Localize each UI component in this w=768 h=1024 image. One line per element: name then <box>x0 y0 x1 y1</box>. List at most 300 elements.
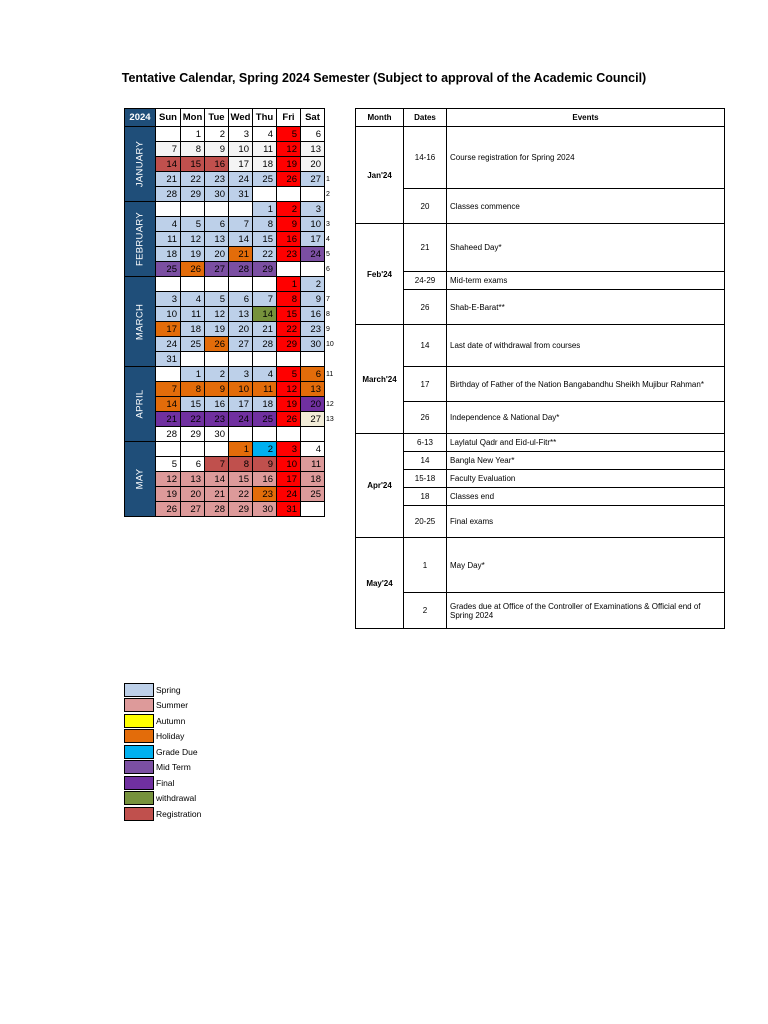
event-description: Birthday of Father of the Nation Bangabandhu Sheikh Mujibur Rahman* <box>447 367 725 402</box>
calendar-day: 15 <box>229 472 253 487</box>
calendar-week-row <box>125 187 337 202</box>
calendar-day: 2 <box>205 367 229 382</box>
calendar-day: 2 <box>253 442 277 457</box>
legend-item <box>124 698 201 714</box>
calendar-day: 10 <box>277 457 301 472</box>
event-description: Classes commence <box>447 189 725 224</box>
calendar-day <box>253 352 277 367</box>
calendar-day: 9 <box>253 457 277 472</box>
calendar-week-row <box>125 457 337 472</box>
calendar-day: 26 <box>181 262 205 277</box>
month-label <box>125 442 156 517</box>
week-number: 11 <box>326 370 334 378</box>
calendar-day <box>229 277 253 292</box>
legend-swatch <box>124 745 154 759</box>
event-dates: 1 <box>404 538 447 593</box>
calendar-day: 25 <box>301 487 325 502</box>
calendar-day: 2 <box>205 127 229 142</box>
calendar-day <box>181 277 205 292</box>
event-row <box>356 127 725 189</box>
calendar-day: 1 <box>181 367 205 382</box>
calendar-day: 28 <box>205 502 229 517</box>
calendar-day: 14 <box>156 397 181 412</box>
event-month: Feb'24 <box>356 224 404 325</box>
calendar-day: 26 <box>205 337 229 352</box>
calendar-day <box>205 277 229 292</box>
calendar-day: 21 <box>229 247 253 262</box>
week-number <box>325 352 337 367</box>
calendar-day: 17 <box>301 232 325 247</box>
calendar-day: 16 <box>205 157 229 172</box>
calendar-day: 31 <box>229 187 253 202</box>
calendar-day: 29 <box>277 337 301 352</box>
legend-swatch <box>124 807 154 821</box>
calendar-week-row <box>125 307 337 322</box>
calendar-day: 27 <box>181 502 205 517</box>
calendar-day: 12 <box>205 307 229 322</box>
calendar-day <box>301 502 325 517</box>
calendar-day: 28 <box>229 262 253 277</box>
calendar-day: 6 <box>181 457 205 472</box>
calendar-day: 22 <box>253 247 277 262</box>
week-number: 6 <box>326 265 330 273</box>
calendar-day <box>229 352 253 367</box>
calendar-day: 4 <box>253 127 277 142</box>
weekday-header: Fri <box>277 109 301 127</box>
calendar-day: 14 <box>205 472 229 487</box>
weekday-header: Sun <box>156 109 181 127</box>
calendar-day: 22 <box>277 322 301 337</box>
calendar-day <box>277 427 301 442</box>
legend-item <box>124 806 201 822</box>
legend-swatch <box>124 760 154 774</box>
calendar-grid <box>124 108 337 517</box>
year-header: 2024 <box>125 109 156 127</box>
legend <box>124 682 201 822</box>
calendar-day: 23 <box>301 322 325 337</box>
calendar-day: 3 <box>277 442 301 457</box>
calendar-day: 13 <box>301 142 325 157</box>
calendar-day: 15 <box>277 307 301 322</box>
calendar-day: 4 <box>181 292 205 307</box>
event-description: Independence & National Day* <box>447 402 725 434</box>
calendar-day: 23 <box>205 412 229 427</box>
calendar-week-row <box>125 502 337 517</box>
calendar-week-row <box>125 337 337 352</box>
week-number: 1 <box>326 175 330 183</box>
calendar-day: 2 <box>277 202 301 217</box>
month-name: MARCH <box>134 303 146 340</box>
calendar-day: 25 <box>253 412 277 427</box>
calendar-day: 30 <box>205 427 229 442</box>
calendar-day: 8 <box>181 142 205 157</box>
legend-swatch <box>124 714 154 728</box>
calendar-day: 4 <box>156 217 181 232</box>
calendar-day: 24 <box>229 412 253 427</box>
calendar-day: 28 <box>156 427 181 442</box>
week-number <box>325 472 337 487</box>
legend-label: Grade Due <box>156 746 198 757</box>
calendar-week-row <box>125 247 337 262</box>
calendar-day: 16 <box>301 307 325 322</box>
month-name: APRIL <box>134 389 146 419</box>
calendar-week-row <box>125 217 337 232</box>
event-row <box>356 593 725 629</box>
month-name: JANUARY <box>134 140 146 188</box>
page-title: Tentative Calendar, Spring 2024 Semester (Subject to approval of the Academic Council) <box>121 71 647 85</box>
calendar-day <box>205 352 229 367</box>
calendar-day: 8 <box>181 382 205 397</box>
calendar-day: 20 <box>301 157 325 172</box>
calendar-day: 25 <box>156 262 181 277</box>
calendar-day: 2 <box>301 277 325 292</box>
calendar-day <box>229 202 253 217</box>
month-label <box>125 277 156 367</box>
calendar-day: 13 <box>229 307 253 322</box>
week-number: 2 <box>326 190 330 198</box>
calendar-day: 9 <box>205 142 229 157</box>
week-number: 9 <box>326 325 330 333</box>
calendar-day: 29 <box>253 262 277 277</box>
calendar-day: 24 <box>156 337 181 352</box>
event-dates: 26 <box>404 402 447 434</box>
calendar-day: 21 <box>205 487 229 502</box>
event-row <box>356 290 725 325</box>
event-description: Grades due at Office of the Controller of Examinations & Official end of Spring 2024 <box>447 593 725 629</box>
event-description: Shab-E-Barat** <box>447 290 725 325</box>
calendar-day: 23 <box>253 487 277 502</box>
calendar-day: 19 <box>277 157 301 172</box>
event-dates: 24-29 <box>404 272 447 290</box>
calendar-day: 10 <box>229 382 253 397</box>
calendar-day: 3 <box>229 367 253 382</box>
calendar-day: 24 <box>301 247 325 262</box>
calendar-day: 21 <box>253 322 277 337</box>
calendar-day: 5 <box>181 217 205 232</box>
event-row <box>356 506 725 538</box>
calendar-day: 20 <box>205 247 229 262</box>
event-row <box>356 470 725 488</box>
calendar-day: 11 <box>253 142 277 157</box>
legend-item <box>124 791 201 807</box>
week-number: 5 <box>326 250 330 258</box>
calendar-day: 30 <box>301 337 325 352</box>
month-name: MAY <box>134 468 146 490</box>
event-dates: 18 <box>404 488 447 506</box>
event-description: Faculty Evaluation <box>447 470 725 488</box>
calendar-week-row <box>125 127 337 142</box>
legend-swatch <box>124 698 154 712</box>
calendar-day: 12 <box>277 142 301 157</box>
legend-item <box>124 775 201 791</box>
week-number <box>325 427 337 442</box>
calendar-week-row <box>125 157 337 172</box>
events-table <box>355 108 725 629</box>
calendar-day: 23 <box>277 247 301 262</box>
calendar-day <box>253 187 277 202</box>
calendar-day <box>229 427 253 442</box>
calendar-day: 5 <box>156 457 181 472</box>
calendar-day: 15 <box>181 157 205 172</box>
calendar-day: 19 <box>156 487 181 502</box>
calendar-day <box>156 367 181 382</box>
week-number <box>325 487 337 502</box>
calendar-week-row <box>125 232 337 247</box>
month-label <box>125 127 156 202</box>
calendar-day: 27 <box>301 412 325 427</box>
calendar-day: 21 <box>156 172 181 187</box>
calendar-day: 21 <box>156 412 181 427</box>
calendar-week-row <box>125 262 337 277</box>
calendar-day: 19 <box>205 322 229 337</box>
events-header-month: Month <box>356 109 404 127</box>
calendar-day: 7 <box>205 457 229 472</box>
calendar-day: 29 <box>229 502 253 517</box>
event-row <box>356 367 725 402</box>
event-row <box>356 402 725 434</box>
event-dates: 21 <box>404 224 447 272</box>
calendar-day: 17 <box>277 472 301 487</box>
calendar-day <box>253 427 277 442</box>
calendar-week-row <box>125 202 337 217</box>
calendar-day: 19 <box>277 397 301 412</box>
calendar-day: 13 <box>205 232 229 247</box>
weekday-header: Mon <box>181 109 205 127</box>
calendar-day: 12 <box>156 472 181 487</box>
calendar-day: 6 <box>229 292 253 307</box>
event-dates: 14 <box>404 325 447 367</box>
calendar-day <box>253 277 277 292</box>
calendar-day: 14 <box>229 232 253 247</box>
calendar-week-row <box>125 292 337 307</box>
calendar-day: 13 <box>181 472 205 487</box>
event-dates: 14-16 <box>404 127 447 189</box>
calendar-day: 30 <box>253 502 277 517</box>
calendar-day: 20 <box>181 487 205 502</box>
calendar-day <box>277 187 301 202</box>
event-description: Last date of withdrawal from courses <box>447 325 725 367</box>
calendar-week-row <box>125 172 337 187</box>
calendar-day: 5 <box>277 127 301 142</box>
calendar-day: 22 <box>229 487 253 502</box>
event-month: Apr'24 <box>356 434 404 538</box>
calendar-day: 3 <box>301 202 325 217</box>
calendar-day: 14 <box>253 307 277 322</box>
legend-label: Holiday <box>156 731 185 742</box>
event-description: May Day* <box>447 538 725 593</box>
calendar-day: 7 <box>229 217 253 232</box>
calendar-day: 15 <box>253 232 277 247</box>
week-number <box>325 382 337 397</box>
week-number <box>325 442 337 457</box>
calendar-day: 31 <box>156 352 181 367</box>
event-month: May'24 <box>356 538 404 629</box>
calendar-day: 28 <box>253 337 277 352</box>
week-number <box>325 127 337 142</box>
calendar-day: 11 <box>253 382 277 397</box>
event-month: March'24 <box>356 325 404 434</box>
legend-swatch <box>124 776 154 790</box>
calendar-day <box>156 442 181 457</box>
calendar-day: 6 <box>301 367 325 382</box>
calendar-day: 22 <box>181 412 205 427</box>
event-dates: 6-13 <box>404 434 447 452</box>
event-row <box>356 538 725 593</box>
calendar-day <box>156 277 181 292</box>
legend-label: Autumn <box>156 715 186 726</box>
calendar-day: 18 <box>253 397 277 412</box>
calendar-week-row <box>125 367 337 382</box>
event-description: Bangla New Year* <box>447 452 725 470</box>
weekday-header: Sat <box>301 109 325 127</box>
event-dates: 15-18 <box>404 470 447 488</box>
calendar-day <box>277 262 301 277</box>
calendar-day: 3 <box>229 127 253 142</box>
calendar-day: 27 <box>301 172 325 187</box>
week-number: 13 <box>326 415 334 423</box>
calendar-day: 29 <box>181 427 205 442</box>
week-number <box>325 142 337 157</box>
calendar-day: 7 <box>156 382 181 397</box>
calendar-day: 30 <box>205 187 229 202</box>
legend-label: Mid Term <box>156 762 191 773</box>
events-header-events: Events <box>447 109 725 127</box>
calendar-day <box>301 187 325 202</box>
event-row <box>356 434 725 452</box>
calendar-day: 16 <box>277 232 301 247</box>
legend-swatch <box>124 683 154 697</box>
weekday-header: Tue <box>205 109 229 127</box>
week-number: 8 <box>326 310 330 318</box>
calendar-day: 24 <box>229 172 253 187</box>
event-row <box>356 224 725 272</box>
event-description: Mid-term exams <box>447 272 725 290</box>
calendar-day: 11 <box>301 457 325 472</box>
legend-item <box>124 760 201 776</box>
week-number <box>325 202 337 217</box>
week-number <box>325 502 337 517</box>
calendar-week-row <box>125 442 337 457</box>
calendar-day: 5 <box>277 367 301 382</box>
calendar-day: 8 <box>277 292 301 307</box>
calendar-week-row <box>125 397 337 412</box>
calendar-day: 18 <box>181 322 205 337</box>
weekday-header: Wed <box>229 109 253 127</box>
calendar-day: 8 <box>229 457 253 472</box>
legend-label: Summer <box>156 700 189 711</box>
calendar-day <box>277 352 301 367</box>
calendar-day: 11 <box>181 307 205 322</box>
calendar-day: 1 <box>181 127 205 142</box>
legend-item <box>124 744 201 760</box>
week-number <box>325 457 337 472</box>
calendar-week-row <box>125 277 337 292</box>
calendar-day: 10 <box>229 142 253 157</box>
calendar-day: 18 <box>301 472 325 487</box>
event-row <box>356 272 725 290</box>
calendar-day: 6 <box>205 217 229 232</box>
calendar-day: 17 <box>229 157 253 172</box>
week-number: 12 <box>326 400 334 408</box>
calendar-day: 4 <box>301 442 325 457</box>
calendar-day: 3 <box>156 292 181 307</box>
calendar-day: 10 <box>301 217 325 232</box>
calendar-day: 20 <box>229 322 253 337</box>
calendar-week-row <box>125 472 337 487</box>
week-number: 10 <box>326 340 334 348</box>
calendar-week-row <box>125 412 337 427</box>
calendar-day: 16 <box>205 397 229 412</box>
calendar-day: 9 <box>205 382 229 397</box>
weekday-header: Thu <box>253 109 277 127</box>
event-description: Shaheed Day* <box>447 224 725 272</box>
calendar-week-row <box>125 427 337 442</box>
calendar-day: 26 <box>156 502 181 517</box>
legend-swatch <box>124 729 154 743</box>
calendar-day: 26 <box>277 412 301 427</box>
calendar-day: 22 <box>181 172 205 187</box>
calendar-day: 13 <box>301 382 325 397</box>
legend-item <box>124 682 201 698</box>
events-header-row <box>356 109 725 127</box>
event-dates: 14 <box>404 452 447 470</box>
calendar-day: 1 <box>253 202 277 217</box>
event-dates: 26 <box>404 290 447 325</box>
calendar-day: 14 <box>156 157 181 172</box>
calendar-day <box>205 442 229 457</box>
calendar-day <box>156 202 181 217</box>
calendar-day: 12 <box>277 382 301 397</box>
calendar-day <box>301 427 325 442</box>
calendar-day: 23 <box>205 172 229 187</box>
event-description: Laylatul Qadr and Eid-ul-Fitr** <box>447 434 725 452</box>
calendar-day <box>205 202 229 217</box>
month-name: FEBRUARY <box>134 212 146 266</box>
week-number-spacer <box>325 109 337 127</box>
week-number: 7 <box>326 295 330 303</box>
calendar-day <box>181 352 205 367</box>
calendar-day: 6 <box>301 127 325 142</box>
calendar-week-row <box>125 142 337 157</box>
event-description: Classes end <box>447 488 725 506</box>
calendar-day: 27 <box>229 337 253 352</box>
legend-label: Registration <box>156 808 202 819</box>
calendar-day <box>301 262 325 277</box>
calendar-week-row <box>125 352 337 367</box>
event-dates: 20-25 <box>404 506 447 538</box>
calendar-day: 26 <box>277 172 301 187</box>
calendar-day: 25 <box>181 337 205 352</box>
calendar-week-row <box>125 322 337 337</box>
calendar-day: 10 <box>156 307 181 322</box>
calendar-day: 1 <box>229 442 253 457</box>
calendar-week-row <box>125 487 337 502</box>
legend-label: Final <box>156 777 175 788</box>
event-row <box>356 452 725 470</box>
legend-item <box>124 729 201 745</box>
week-number: 4 <box>326 235 330 243</box>
event-row <box>356 189 725 224</box>
calendar-day: 20 <box>301 397 325 412</box>
month-label <box>125 367 156 442</box>
calendar-week-row <box>125 382 337 397</box>
calendar-day: 18 <box>156 247 181 262</box>
calendar-day: 12 <box>181 232 205 247</box>
calendar-day <box>301 352 325 367</box>
event-dates: 20 <box>404 189 447 224</box>
calendar-day: 7 <box>156 142 181 157</box>
calendar-day: 4 <box>253 367 277 382</box>
